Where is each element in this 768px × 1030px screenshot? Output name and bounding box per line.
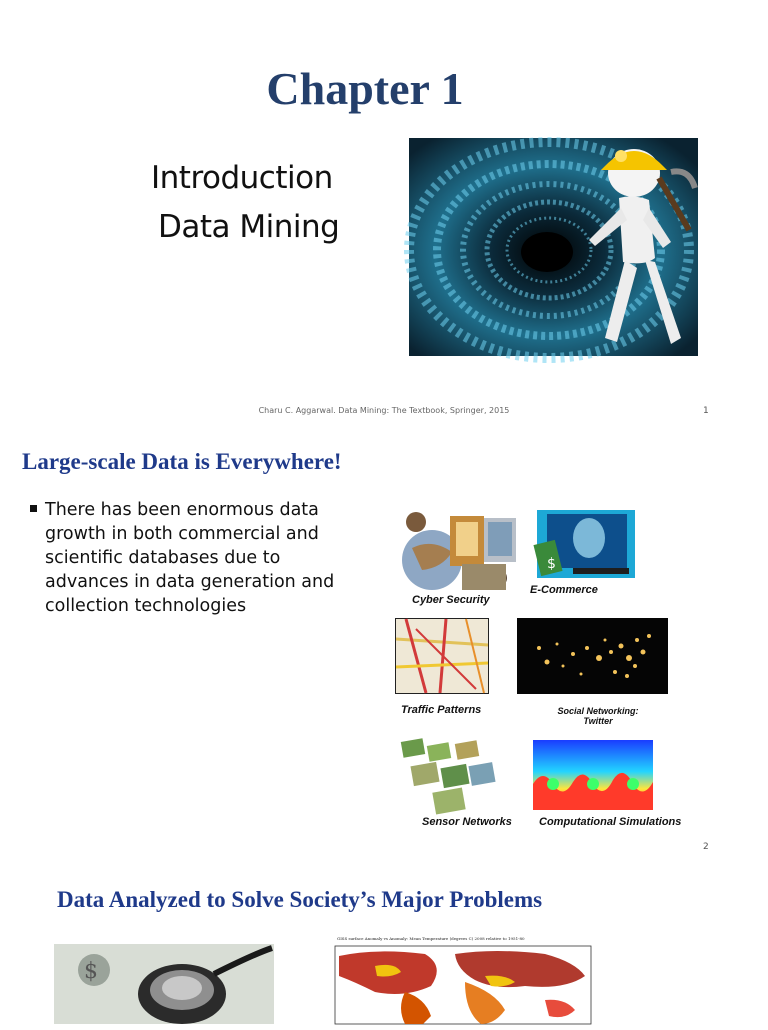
cyber-security-image bbox=[402, 508, 522, 594]
slide-3 bbox=[0, 860, 768, 1024]
sensor-networks-image bbox=[398, 736, 502, 816]
caption-computational-simulations: Computational Simulations bbox=[539, 816, 682, 828]
caption-cyber-security: Cyber Security bbox=[412, 594, 490, 606]
slide-title: Data Analyzed to Solve Society’s Major Problems bbox=[57, 887, 543, 912]
slide-1 bbox=[0, 0, 768, 428]
night-lights-map-image bbox=[517, 618, 668, 694]
page-number: 1 bbox=[703, 406, 709, 416]
stethoscope-money-image bbox=[54, 944, 274, 1024]
slide-footer: Charu C. Aggarwal. Data Mining: The Textbook, Springer, 2015 bbox=[258, 406, 510, 415]
chapter-title: Chapter 1 bbox=[266, 63, 464, 114]
map-caption: GISS surface Anomaly vs Anomaly: Mean Temperature (degrees C) 2008 relative to 1951-80 bbox=[337, 936, 525, 941]
caption-social-line2: Twitter bbox=[583, 716, 613, 726]
caption-e-commerce: E-Commerce bbox=[530, 584, 598, 596]
page-number: 2 bbox=[703, 842, 709, 852]
bullet-square-icon bbox=[30, 505, 37, 512]
caption-sensor-networks: Sensor Networks bbox=[422, 816, 512, 828]
svg-text:$: $ bbox=[84, 959, 98, 984]
traffic-map-image bbox=[395, 618, 489, 694]
slide-2 bbox=[0, 432, 768, 856]
caption-social-line1: Social Networking: bbox=[557, 706, 639, 716]
caption-traffic-patterns: Traffic Patterns bbox=[401, 704, 482, 716]
svg-text:$: $ bbox=[547, 556, 556, 572]
bullet-text: There has been enormous data growth in both commercial and scientific databases due to advances in data generation and collection technologies bbox=[45, 500, 335, 616]
computational-simulation-image bbox=[533, 740, 653, 810]
subtitle-introduction: Introduction bbox=[151, 160, 333, 196]
data-tunnel-miner-image bbox=[409, 138, 698, 356]
e-commerce-image bbox=[533, 508, 641, 582]
slide-title: Large-scale Data is Everywhere! bbox=[22, 449, 342, 474]
temperature-anomaly-map-image bbox=[335, 936, 591, 1024]
subtitle-data-mining: Data Mining bbox=[158, 209, 340, 245]
caption-social-networking bbox=[548, 706, 648, 726]
